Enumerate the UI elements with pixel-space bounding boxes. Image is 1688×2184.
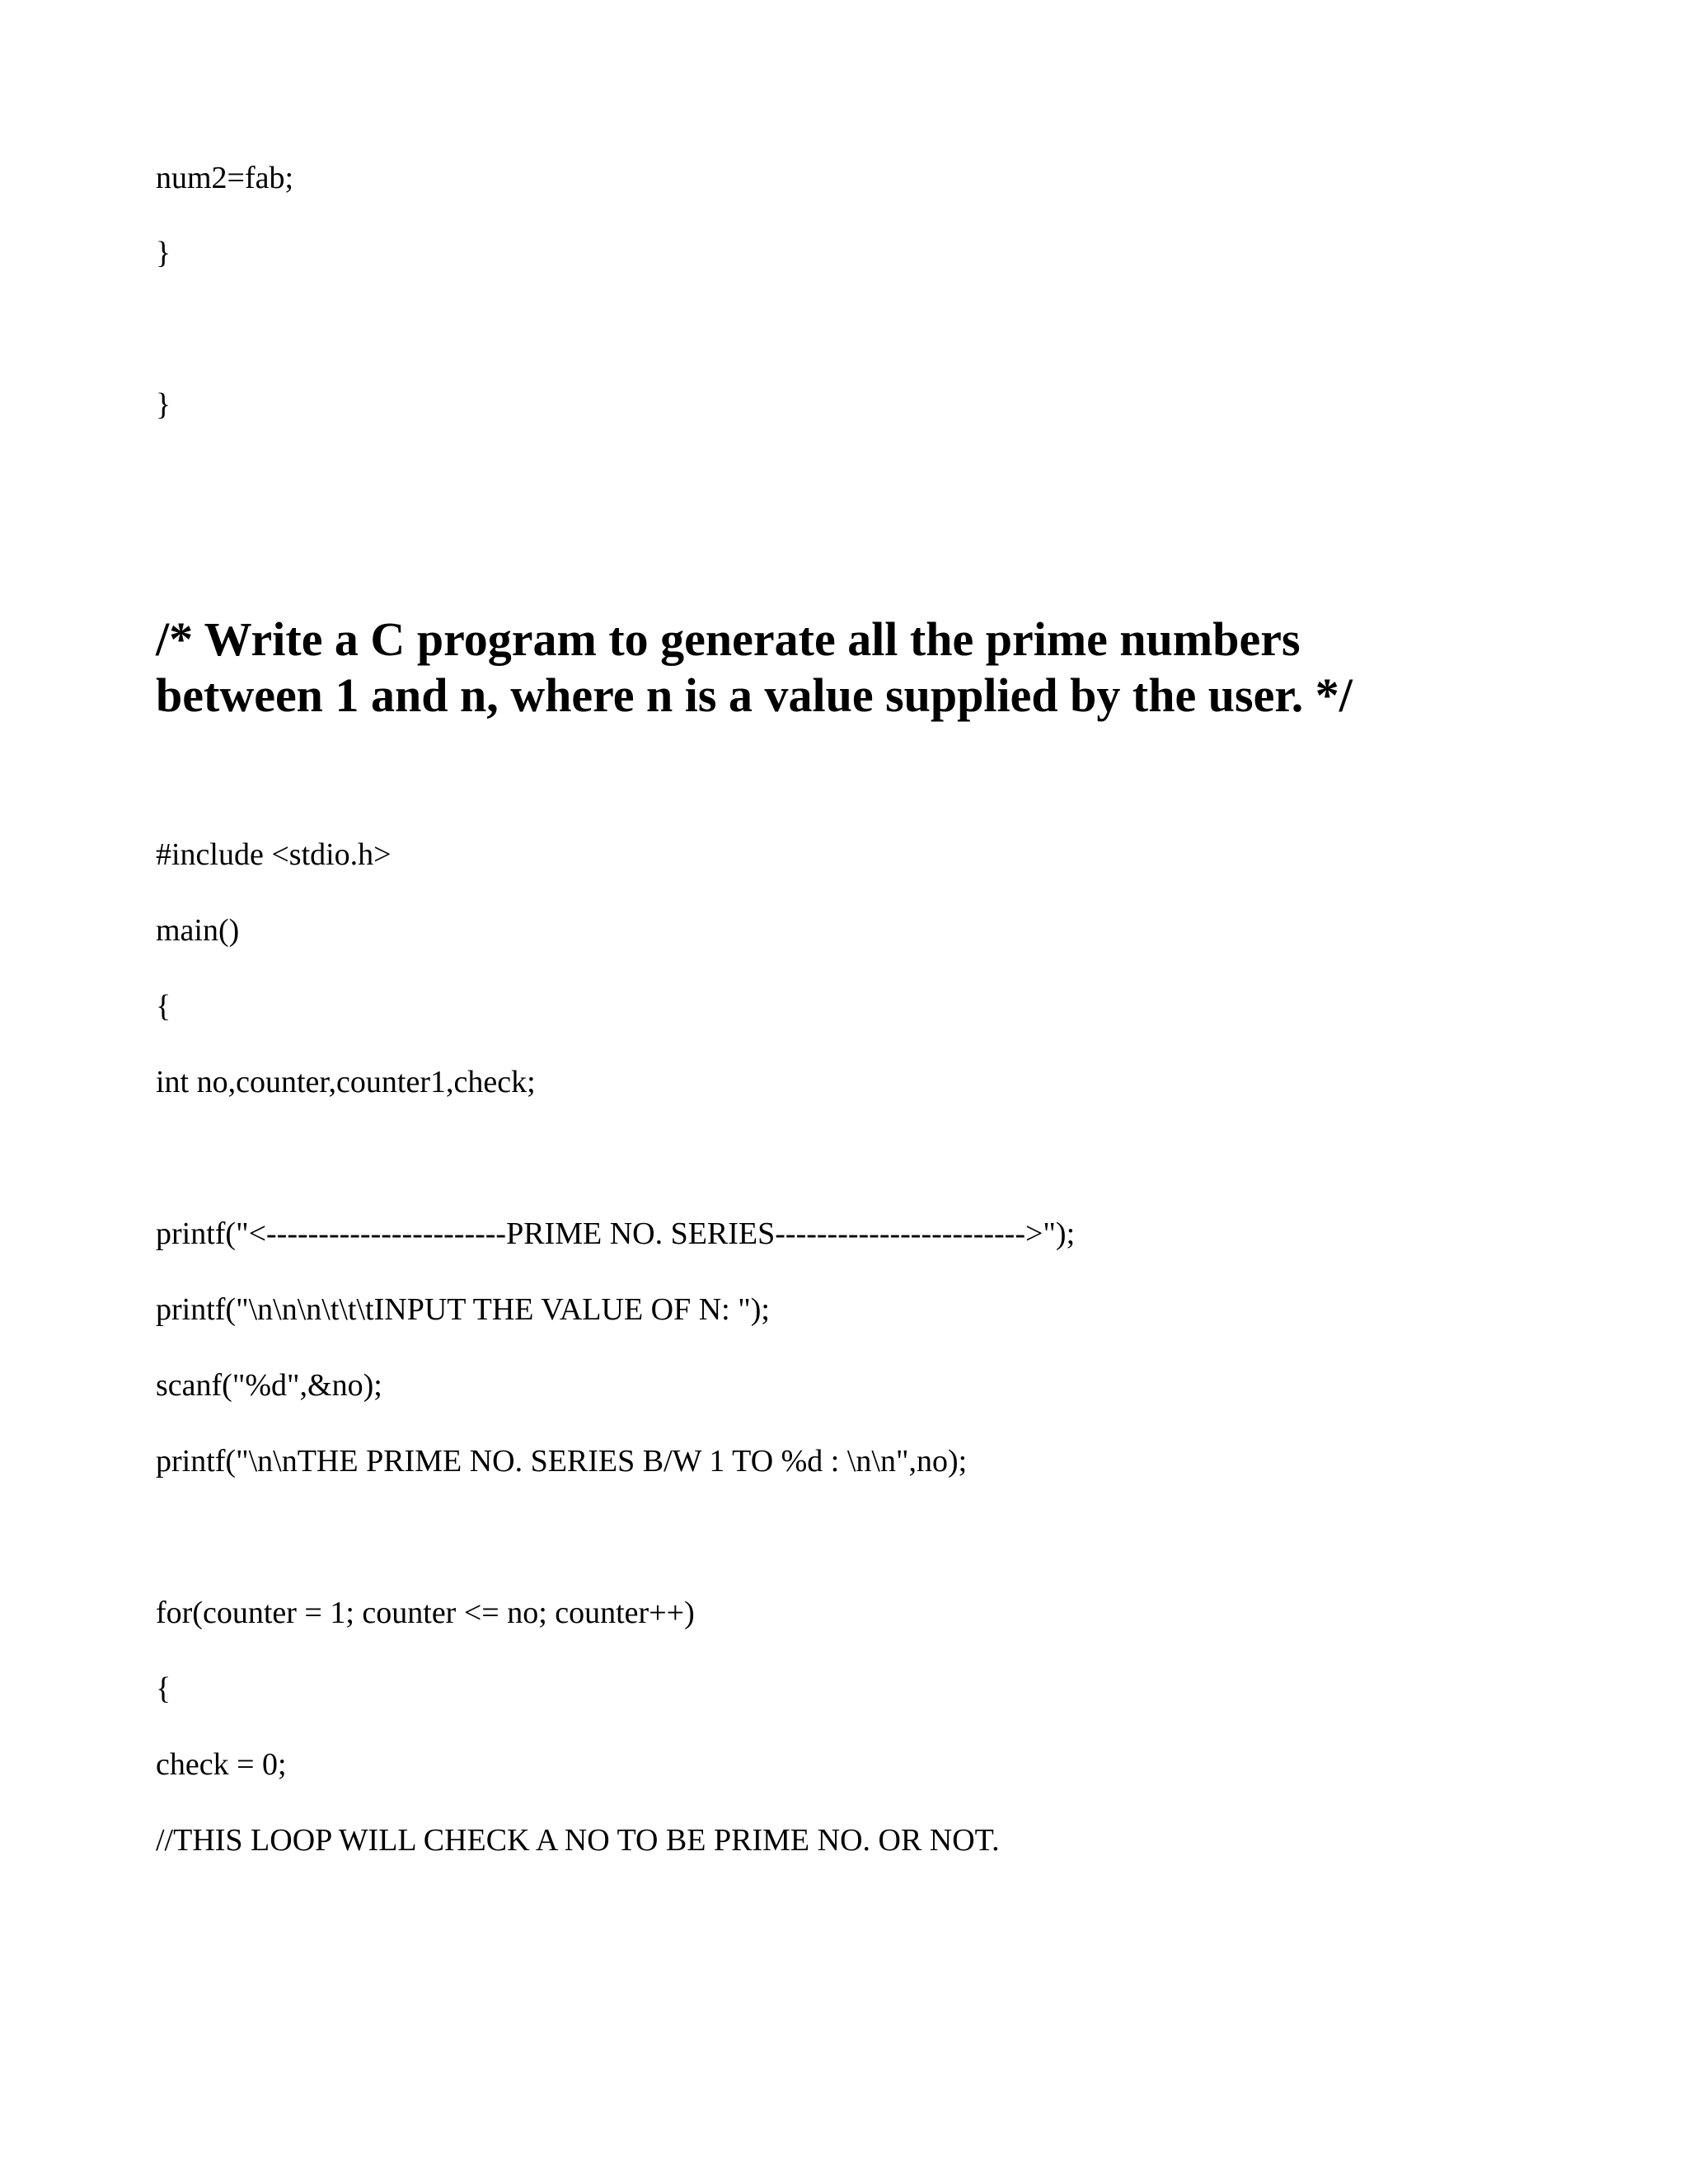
code-line: } xyxy=(156,387,171,422)
code-line: num2=fab; xyxy=(156,161,294,195)
code-line: check = 0; xyxy=(156,1747,287,1782)
code-line: } xyxy=(156,236,171,270)
code-line: scanf("%d",&no); xyxy=(156,1368,382,1403)
code-line: printf("\n\nTHE PRIME NO. SERIES B/W 1 TO %d : \n\n",no); xyxy=(156,1444,968,1479)
code-line: printf("<-----------------------PRIME NO. SERIES------------------------>"); xyxy=(156,1216,1076,1251)
code-line: //THIS LOOP WILL CHECK A NO TO BE PRIME NO. OR NOT. xyxy=(156,1823,1000,1858)
code-line: for(counter = 1; counter <= no; counter++) xyxy=(156,1596,695,1630)
code-line: main() xyxy=(156,913,240,948)
code-line: #include <stdio.h> xyxy=(156,837,392,872)
section-heading xyxy=(156,612,1606,724)
code-line: { xyxy=(156,1671,171,1706)
code-line: int no,counter,counter1,check; xyxy=(156,1065,536,1099)
code-line: { xyxy=(156,989,171,1024)
heading-line-2: between 1 and n, where n is a value supplied by the user. */ xyxy=(156,668,1353,722)
code-line: printf("\n\n\n\t\t\tINPUT THE VALUE OF N: "); xyxy=(156,1292,770,1327)
heading-line-1: /* Write a C program to generate all the prime numbers xyxy=(156,612,1301,666)
